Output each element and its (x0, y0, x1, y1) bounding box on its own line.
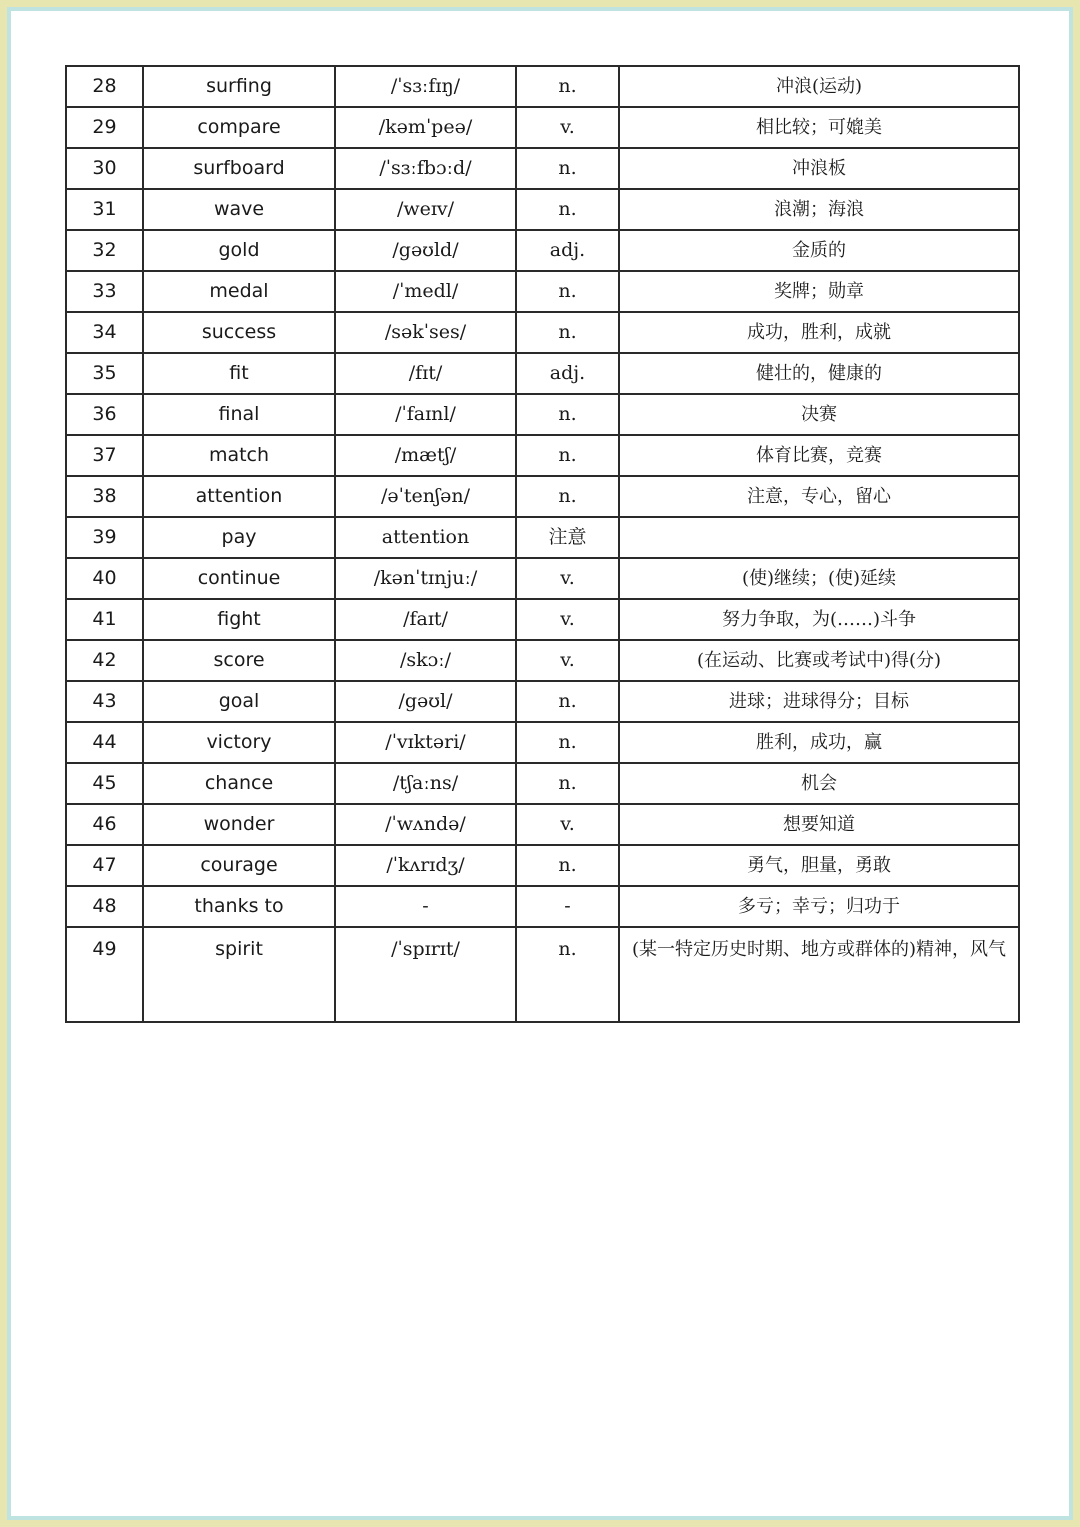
phonetic: /ˈsɜːfbɔːd/ (335, 148, 516, 189)
row-number: 45 (66, 763, 143, 804)
word: success (143, 312, 335, 353)
part-of-speech: n. (516, 148, 619, 189)
word: match (143, 435, 335, 476)
meaning: 成功，胜利，成就 (619, 312, 1019, 353)
phonetic: /ˈspɪrɪt/ (335, 927, 516, 1022)
table-row (66, 353, 1019, 394)
word: medal (143, 271, 335, 312)
table-row (66, 640, 1019, 681)
part-of-speech: n. (516, 927, 619, 1022)
meaning: 健壮的，健康的 (619, 353, 1019, 394)
table-row (66, 845, 1019, 886)
word: courage (143, 845, 335, 886)
word: pay (143, 517, 335, 558)
meaning: 机会 (619, 763, 1019, 804)
meaning: (在运动、比赛或考试中)得(分) (619, 640, 1019, 681)
row-number: 35 (66, 353, 143, 394)
vocabulary-table (65, 65, 1020, 1023)
part-of-speech: n. (516, 845, 619, 886)
part-of-speech: v. (516, 558, 619, 599)
table-row (66, 476, 1019, 517)
table-row (66, 230, 1019, 271)
phonetic: /faɪt/ (335, 599, 516, 640)
meaning: 进球；进球得分；目标 (619, 681, 1019, 722)
meaning: 金质的 (619, 230, 1019, 271)
phonetic: /ˈkʌrɪdʒ/ (335, 845, 516, 886)
phonetic: - (335, 886, 516, 927)
part-of-speech: n. (516, 476, 619, 517)
row-number: 40 (66, 558, 143, 599)
part-of-speech: v. (516, 599, 619, 640)
phonetic: /fɪt/ (335, 353, 516, 394)
table-row (66, 517, 1019, 558)
part-of-speech: n. (516, 722, 619, 763)
phonetic: /weɪv/ (335, 189, 516, 230)
row-number: 30 (66, 148, 143, 189)
part-of-speech: n. (516, 681, 619, 722)
row-number: 28 (66, 66, 143, 107)
meaning: 勇气，胆量，勇敢 (619, 845, 1019, 886)
phonetic: /gəʊld/ (335, 230, 516, 271)
row-number: 41 (66, 599, 143, 640)
phonetic: /kəmˈpeə/ (335, 107, 516, 148)
word: thanks to (143, 886, 335, 927)
row-number: 49 (66, 927, 143, 1022)
word: surfboard (143, 148, 335, 189)
row-number: 32 (66, 230, 143, 271)
meaning: 冲浪板 (619, 148, 1019, 189)
part-of-speech: 注意 (516, 517, 619, 558)
part-of-speech: v. (516, 107, 619, 148)
word: spirit (143, 927, 335, 1022)
row-number: 36 (66, 394, 143, 435)
meaning: 相比较；可媲美 (619, 107, 1019, 148)
meaning: 冲浪(运动) (619, 66, 1019, 107)
phonetic: attention (335, 517, 516, 558)
table-row (66, 394, 1019, 435)
row-number: 29 (66, 107, 143, 148)
table-row (66, 927, 1019, 1022)
row-number: 39 (66, 517, 143, 558)
row-number: 38 (66, 476, 143, 517)
meaning (619, 517, 1019, 558)
word: wonder (143, 804, 335, 845)
part-of-speech: n. (516, 435, 619, 476)
phonetic: /kənˈtɪnjuː/ (335, 558, 516, 599)
meaning: 想要知道 (619, 804, 1019, 845)
table-row (66, 599, 1019, 640)
word: goal (143, 681, 335, 722)
word: chance (143, 763, 335, 804)
row-number: 44 (66, 722, 143, 763)
part-of-speech: - (516, 886, 619, 927)
row-number: 42 (66, 640, 143, 681)
part-of-speech: n. (516, 189, 619, 230)
row-number: 46 (66, 804, 143, 845)
row-number: 43 (66, 681, 143, 722)
phonetic: /tʃaːns/ (335, 763, 516, 804)
part-of-speech: n. (516, 312, 619, 353)
word: compare (143, 107, 335, 148)
row-number: 37 (66, 435, 143, 476)
word: final (143, 394, 335, 435)
phonetic: /səkˈses/ (335, 312, 516, 353)
part-of-speech: adj. (516, 353, 619, 394)
meaning: 体育比赛，竞赛 (619, 435, 1019, 476)
row-number: 34 (66, 312, 143, 353)
phonetic: /ˈsɜːfɪŋ/ (335, 66, 516, 107)
phonetic: /ˈwʌndə/ (335, 804, 516, 845)
word: score (143, 640, 335, 681)
table-row (66, 763, 1019, 804)
meaning: 多亏；幸亏；归功于 (619, 886, 1019, 927)
meaning: (某一特定历史时期、地方或群体的)精神，风气 (619, 927, 1019, 1022)
row-number: 33 (66, 271, 143, 312)
phonetic: /gəʊl/ (335, 681, 516, 722)
word: gold (143, 230, 335, 271)
part-of-speech: adj. (516, 230, 619, 271)
table-row (66, 804, 1019, 845)
row-number: 47 (66, 845, 143, 886)
word: continue (143, 558, 335, 599)
part-of-speech: v. (516, 804, 619, 845)
phonetic: /mætʃ/ (335, 435, 516, 476)
meaning: 注意，专心，留心 (619, 476, 1019, 517)
table-row (66, 435, 1019, 476)
phonetic: /skɔː/ (335, 640, 516, 681)
row-number: 48 (66, 886, 143, 927)
meaning: 胜利，成功，赢 (619, 722, 1019, 763)
word: fight (143, 599, 335, 640)
meaning: 浪潮；海浪 (619, 189, 1019, 230)
table-row (66, 681, 1019, 722)
table-row (66, 189, 1019, 230)
part-of-speech: v. (516, 640, 619, 681)
part-of-speech: n. (516, 763, 619, 804)
part-of-speech: n. (516, 394, 619, 435)
phonetic: /ˈvɪktəri/ (335, 722, 516, 763)
phonetic: /əˈtenʃən/ (335, 476, 516, 517)
table-row (66, 66, 1019, 107)
table-row (66, 722, 1019, 763)
meaning: 决赛 (619, 394, 1019, 435)
table-row (66, 271, 1019, 312)
meaning: 奖牌；勋章 (619, 271, 1019, 312)
word: attention (143, 476, 335, 517)
table-row (66, 312, 1019, 353)
word: victory (143, 722, 335, 763)
phonetic: /ˈmedl/ (335, 271, 516, 312)
part-of-speech: n. (516, 271, 619, 312)
table-row (66, 107, 1019, 148)
meaning: 努力争取，为(……)斗争 (619, 599, 1019, 640)
phonetic: /ˈfaɪnl/ (335, 394, 516, 435)
part-of-speech: n. (516, 66, 619, 107)
word: surfing (143, 66, 335, 107)
table-row (66, 558, 1019, 599)
table-row (66, 886, 1019, 927)
table-row (66, 148, 1019, 189)
meaning: (使)继续；(使)延续 (619, 558, 1019, 599)
word: wave (143, 189, 335, 230)
word: fit (143, 353, 335, 394)
row-number: 31 (66, 189, 143, 230)
